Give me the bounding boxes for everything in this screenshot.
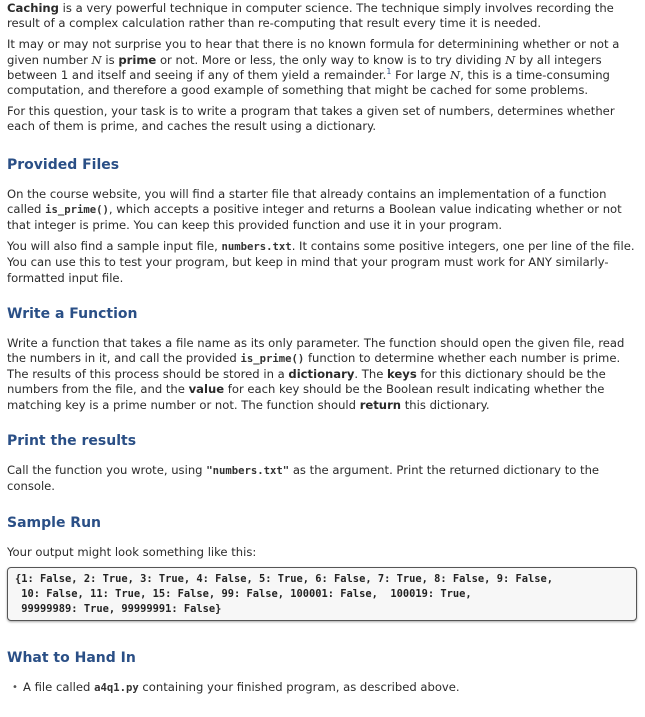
a4q1-filename-code: a4q1.py — [94, 682, 139, 695]
provided-files-section — [7, 156, 637, 286]
intro-paragraph-3: For this question, your task is to write a program that takes a given set of numbers, determines whether each of them is prime, and caches the result using a dictionary. — [7, 104, 615, 134]
sample-output-line: 99999989: True, 99999991: False} — [15, 602, 222, 615]
sample-run-section — [7, 514, 637, 621]
hand-in-item: • A file called a4q1.py containing your finished program, as described above. — [23, 680, 637, 696]
keys-term: keys — [387, 367, 417, 382]
caching-term: Caching — [7, 1, 59, 15]
return-term: return — [359, 397, 402, 412]
math-n: N — [450, 67, 461, 82]
numbers-arg-code: "numbers.txt" — [206, 464, 290, 477]
intro-section — [7, 0, 637, 135]
math-n: N — [91, 52, 102, 67]
provided-files-heading: Provided Files — [7, 156, 120, 173]
footnote-marker[interactable]: 1 — [386, 66, 392, 76]
sample-run-heading: Sample Run — [7, 515, 102, 532]
write-function-paragraph: Write a function that takes a file name as its only parameter. The function should open the given file, read the numbers in it, and call the provided is_prime() function to determine whether each number is prime. The results of this process should be stored in a dictionary. The keys for this dictionary should be the numbers from the file, and the value for each key should be the Boolean result indicating whether the matching key is a prime number or not. The function should return this dictionary. — [7, 335, 625, 412]
sample-output-line: 10: False, 11: True, 15: False, 99: False, 100001: False, 100019: True, — [15, 588, 472, 601]
prime-term: prime — [118, 52, 157, 67]
write-function-heading: Write a Function — [7, 305, 138, 322]
sample-output-line: {1: False, 2: True, 3: True, 4: False, 5: True, 6: False, 7: True, 8: False, 9: False, — [15, 573, 553, 586]
sample-output-box — [7, 567, 637, 621]
print-results-heading: Print the results — [7, 432, 137, 449]
print-results-section — [7, 432, 637, 494]
sample-run-lead: Your output might look something like this: — [7, 545, 257, 560]
hand-in-heading: What to Hand In — [7, 650, 136, 667]
intro-paragraph-2: It may or may not surprise you to hear that there is no known formula for determinining whether or not a given number N is prime or not. More or less, the only way to know is to try dividing N by all integers between 1 and itself and seeing if any of them yield a remainder.$^1$ For large N, this is a time-consuming computation, and therefore a good example of something that might be cached for some problems. — [7, 37, 620, 98]
print-results-paragraph: Call the function you wrote, using "numbers.txt" as the argument. Print the returned dictionary to the console. — [7, 462, 600, 494]
dictionary-term: dictionary — [288, 367, 355, 382]
intro-paragraph-1: Caching is a very powerful technique in computer science. The technique simply involves recording the result of a complex calculation rather than re-computing that result every time it is needed. — [7, 1, 614, 31]
is-prime-code: is_prime() — [240, 353, 305, 366]
numbers-file-code: numbers.txt — [221, 241, 292, 254]
hand-in-list — [7, 680, 637, 696]
value-term: value — [188, 382, 225, 397]
hand-in-section — [7, 649, 637, 696]
is-prime-code: is_prime() — [45, 203, 109, 216]
math-n: N — [505, 52, 516, 67]
provided-paragraph-2: You will also find a sample input file, numbers.txt. It contains some positive integers, one per line of the file. You can use this to test your program, but keep in mind that your program must work for ANY similarly-formatted input file. — [7, 239, 635, 285]
provided-paragraph-1: On the course website, you will find a starter file that already contains an implementation of a function called is_prime(), which accepts a positive integer and returns a Boolean value indicating whether or not that integer is prime. You can keep this provided function and use it in your program. — [7, 186, 622, 233]
write-function-section — [7, 305, 637, 413]
